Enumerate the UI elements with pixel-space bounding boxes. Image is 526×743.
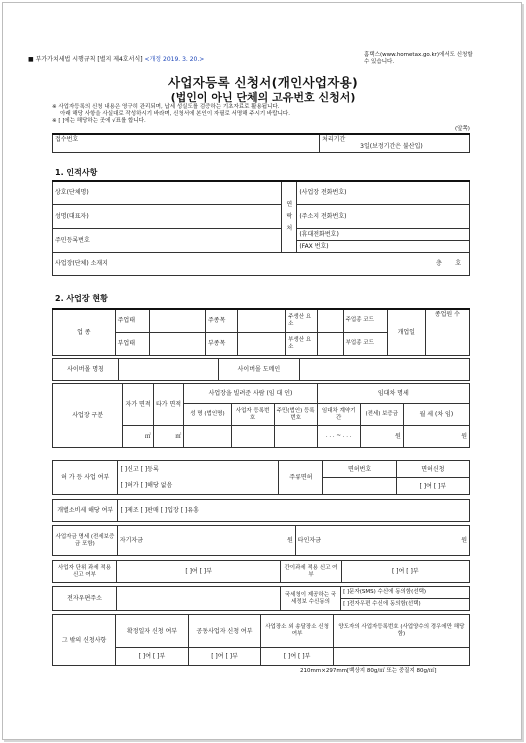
section1-heading: 1. 인적사항 — [55, 168, 98, 177]
sub-type-label: 부업태 — [115, 332, 149, 355]
nts-info-label: 국세청이 제공하는 국세정보 수신동의 — [280, 587, 340, 611]
excise-options[interactable]: [ ]제조 [ ]판매 [ ]입장 [ ]유흥 — [118, 500, 470, 522]
open-date-label: 개업일 — [387, 309, 425, 355]
liquor-no-label: 면허번호 — [323, 461, 396, 478]
receipt-table — [52, 133, 470, 153]
note-1: ※ 사업자등록의 신청 내용은 영구히 관리되며, 납세 성실도를 검증하는 기초자료로 활용됩니다. — [52, 104, 280, 110]
cyber-mall-table — [52, 358, 470, 381]
site-lease-table — [52, 383, 470, 448]
phone-business-field[interactable]: (사업장 전화번호) — [297, 181, 470, 204]
monthly-rent-value[interactable]: 원 — [403, 426, 469, 448]
main-type-label: 주업태 — [115, 309, 149, 332]
cyber-mall-domain-value[interactable] — [299, 359, 469, 381]
business-type-label: 업 종 — [53, 309, 116, 355]
employees-label: 종업원 수 — [425, 309, 469, 355]
previous-id-value[interactable] — [333, 648, 469, 666]
trade-name-field[interactable]: 상호(단체명) — [53, 181, 282, 204]
contact-label: 연 락 처 — [282, 181, 297, 252]
industry-code-label: 주업종 코드 — [343, 309, 387, 332]
monthly-rent-label: 월 세 (차 임) — [403, 404, 469, 426]
lessor-resno-label: 주민(법인) 등록번호 — [274, 404, 317, 426]
funds-table — [52, 525, 470, 556]
simple-tax-checkbox[interactable]: [ ]여 [ ]부 — [341, 561, 469, 583]
tax-options-table — [52, 560, 470, 583]
other-requests-label: 그 밖의 신청사항 — [53, 615, 116, 666]
phone-home-field[interactable]: (주소지 전화번호) — [297, 204, 470, 228]
receipt-number-label: 접수번호 — [53, 134, 320, 152]
own-funds-field[interactable]: 자기자금 원 — [117, 526, 295, 556]
license-options-1[interactable]: [ ]신고 [ ]등록 — [118, 461, 279, 478]
lessor-header: 사업장을 빌려준 사람 (임 대 인) — [184, 384, 317, 404]
main-type-value[interactable] — [149, 309, 205, 332]
form-title: 사업자등록 신청서(개인사업자용) — [168, 75, 358, 90]
email-label: 전자우편주소 — [53, 587, 117, 611]
email-value[interactable] — [116, 587, 280, 611]
funds-label: 사업자금 명세 (전세보증금 포함) — [53, 526, 118, 556]
delivery-address-label: 사업장소 외 송달장소 신청 여부 — [261, 615, 334, 648]
delivery-address-checkbox[interactable]: [ ]여 [ ]부 — [261, 648, 334, 666]
lease-period-label: 임대차 계약기간 — [317, 404, 360, 426]
license-table — [52, 460, 470, 495]
liquor-no-value[interactable] — [323, 478, 396, 495]
form-reference: ■ 부가가치세법 시행규칙 [별지 제4호서식] <개정 2019. 3. 20.> — [28, 56, 205, 63]
processing-period: 처리기간 3일(보정기간은 불산입) — [320, 134, 470, 152]
sub-item-label: 부종목 — [206, 332, 238, 355]
other-funds-field[interactable]: 타인자금 원 — [295, 526, 469, 556]
sub-industry-code-label: 부업종 코드 — [343, 332, 387, 355]
deposit-label: (전세) 보증금 — [360, 404, 403, 426]
main-item-value[interactable] — [237, 309, 285, 332]
main-code-label: 주생산 요소 — [286, 309, 318, 332]
confirm-date-checkbox[interactable]: [ ]여 [ ]부 — [116, 648, 189, 666]
previous-id-label: 양도자의 사업자등록번호 (사업양수의 경우에만 해당함) — [333, 615, 469, 648]
cyber-mall-name-label: 사이버몰 명칭 — [53, 359, 119, 381]
main-item-label: 주종목 — [206, 309, 238, 332]
cyber-mall-domain-label: 사이버몰 도메인 — [218, 359, 299, 381]
note-2: 아래 해당 사항을 사실대로 작성하시기 바라며, 신청서에 본인이 자필로 서명해 주시기 바랍니다. — [60, 111, 290, 117]
personal-info-table — [52, 180, 470, 276]
own-area-label: 자가 면적 — [123, 384, 153, 426]
revision-date: <개정 2019. 3. 20.> — [144, 56, 205, 63]
rent-area-label: 타가 면적 — [153, 384, 183, 426]
liquor-apply-label: 면허신청 — [396, 461, 469, 478]
unit-tax-checkbox[interactable]: [ ]여 [ ]부 — [116, 561, 280, 583]
site-class-label: 사업장 구분 — [53, 384, 123, 448]
deposit-value[interactable]: 원 — [360, 426, 403, 448]
form-subtitle: (법인이 아닌 단체의 고유번호 신청서) — [170, 91, 356, 104]
excise-label: 개별소비세 해당 여부 — [53, 500, 118, 522]
liquor-label: 주류면허 — [279, 461, 323, 495]
lease-header: 임대차 명세 — [317, 384, 469, 404]
resident-number-field[interactable]: 주민등록번호 — [53, 228, 282, 252]
instructions — [52, 104, 462, 125]
sub-code-label: 부생산 요소 — [286, 332, 318, 355]
email-consent-checkbox[interactable]: [ ]전자우편 수신에 동의함(선택) — [341, 599, 470, 611]
sms-consent-checkbox[interactable]: [ ]문자(SMS) 수신에 동의함(선택) — [341, 587, 470, 599]
lessor-name-label: 성 명 (법인명) — [184, 404, 231, 426]
note-3: ※ [ ]에는 해당하는 곳에 √표를 합니다. — [52, 118, 146, 124]
simple-tax-label: 간이과세 적용 신고 여부 — [281, 561, 341, 583]
paper-spec: 210mm×297mm[백상지 80g/㎡ 또는 중질지 80g/㎡] — [300, 668, 437, 674]
other-requests-table — [52, 614, 470, 666]
joint-business-label: 공동사업자 신청 여부 — [188, 615, 261, 648]
lessor-bizno-label: 사업자 등록번호 — [231, 404, 274, 426]
fax-field[interactable]: (FAX 번호) — [297, 240, 470, 252]
confirm-date-label: 확정일자 신청 여부 — [116, 615, 189, 648]
cyber-mall-name-value[interactable] — [118, 359, 218, 381]
unit-tax-label: 사업자 단위 과세 적용 신고 여부 — [53, 561, 117, 583]
online-note: 홈택스(www.hometax.go.kr)에서도 신청할 수 있습니다. — [364, 52, 473, 65]
phone-mobile-field[interactable]: (휴대전화번호) — [297, 228, 470, 240]
liquor-apply-checkbox[interactable]: [ ]여 [ ]부 — [396, 478, 469, 495]
business-type-table — [52, 308, 470, 356]
lease-period-value[interactable]: . . . ~ . . . — [317, 426, 360, 448]
representative-field[interactable]: 성명(대표자) — [53, 204, 282, 228]
rent-area-value[interactable]: ㎡ — [153, 426, 183, 448]
joint-business-checkbox[interactable]: [ ]여 [ ]부 — [188, 648, 261, 666]
own-area-value[interactable]: ㎡ — [123, 426, 153, 448]
excise-table — [52, 499, 470, 522]
section2-heading: 2. 사업장 현황 — [55, 294, 108, 303]
business-location-field[interactable]: 사업장(단체) 소재지 층 호 — [53, 252, 470, 275]
page-side: (앞쪽) — [455, 126, 470, 132]
email-table — [52, 586, 470, 611]
license-label: 허 가 등 사업 여부 — [53, 461, 118, 495]
license-options-2[interactable]: [ ]허가 [ ]해당 없음 — [118, 478, 279, 495]
